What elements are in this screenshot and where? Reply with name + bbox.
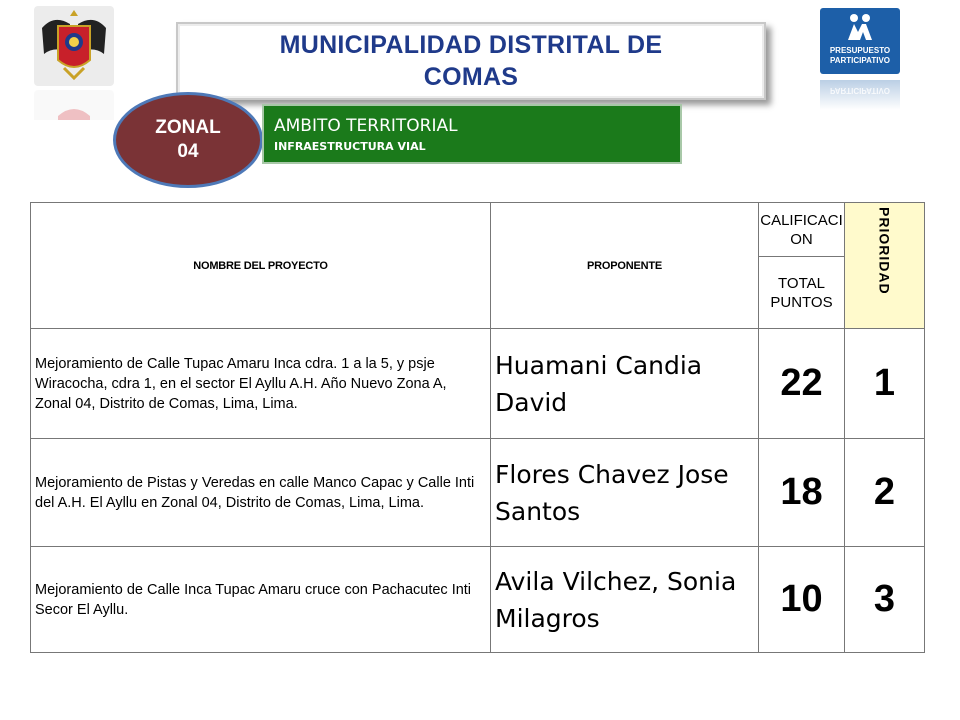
table-row bbox=[31, 329, 925, 439]
project-name-cell: Mejoramiento de Pistas y Veredas en calle Manco Capac y Calle Inti del A.H. El Ayllu en Zonal 04, Distrito de Comas, Lima, Lima. bbox=[31, 439, 491, 547]
project-name-cell: Mejoramiento de Calle Inca Tupac Amaru cruce con Pachacutec Inti Secor El Ayllu. bbox=[31, 547, 491, 653]
header-calificacion: CALIFICACI ON bbox=[759, 203, 845, 257]
people-icon bbox=[844, 12, 876, 42]
header-priority bbox=[845, 203, 925, 329]
ambito-title: AMBITO TERRITORIAL bbox=[274, 116, 458, 136]
proponent-cell: Avila Vilchez, Sonia Milagros bbox=[491, 547, 759, 653]
header-priority-label: PRIORIDAD bbox=[876, 207, 893, 295]
logo-text-line2: PARTICIPATIVO bbox=[830, 56, 890, 65]
header-proponent: PROPONENTE bbox=[491, 203, 759, 329]
logo-reflection bbox=[820, 80, 900, 110]
logo-reflection-text: PARTICIPATIVO bbox=[830, 86, 890, 95]
header-project-name: NOMBRE DEL PROYECTO bbox=[31, 203, 491, 329]
ambito-territorial-box bbox=[262, 104, 682, 164]
presupuesto-participativo-logo bbox=[820, 8, 900, 74]
page-title: MUNICIPALIDAD DISTRITAL DE COMAS bbox=[279, 31, 663, 91]
header-total-points: TOTAL PUNTOS bbox=[759, 257, 845, 329]
projects-table bbox=[30, 202, 925, 653]
total-points-cell: 10 bbox=[759, 547, 845, 653]
total-points-cell: 18 bbox=[759, 439, 845, 547]
zonal-label: ZONAL bbox=[155, 117, 221, 138]
table-row bbox=[31, 547, 925, 653]
priority-cell: 3 bbox=[845, 547, 925, 653]
zonal-number: 04 bbox=[177, 141, 199, 162]
table-row bbox=[31, 439, 925, 547]
title-box bbox=[176, 22, 766, 100]
logo-text-line1: PRESUPUESTO bbox=[829, 46, 891, 55]
priority-cell: 2 bbox=[845, 439, 925, 547]
zonal-badge bbox=[113, 92, 263, 188]
priority-cell: 1 bbox=[845, 329, 925, 439]
proponent-cell: Huamani Candia David bbox=[491, 329, 759, 439]
ambito-subtitle: INFRAESTRUCTURA VIAL bbox=[274, 140, 426, 153]
proponent-cell: Flores Chavez Jose Santos bbox=[491, 439, 759, 547]
table-header-row bbox=[31, 203, 925, 257]
coat-of-arms-icon bbox=[34, 6, 114, 86]
project-name-cell: Mejoramiento de Calle Tupac Amaru Inca cdra. 1 a la 5, y psje Wiracocha, cdra 1, en el sector El Ayllu A.H. Año Nuevo Zona A, Zonal 04, Distrito de Comas, Lima, Lima. bbox=[31, 329, 491, 439]
coat-of-arms-reflection bbox=[34, 90, 114, 120]
total-points-cell: 22 bbox=[759, 329, 845, 439]
